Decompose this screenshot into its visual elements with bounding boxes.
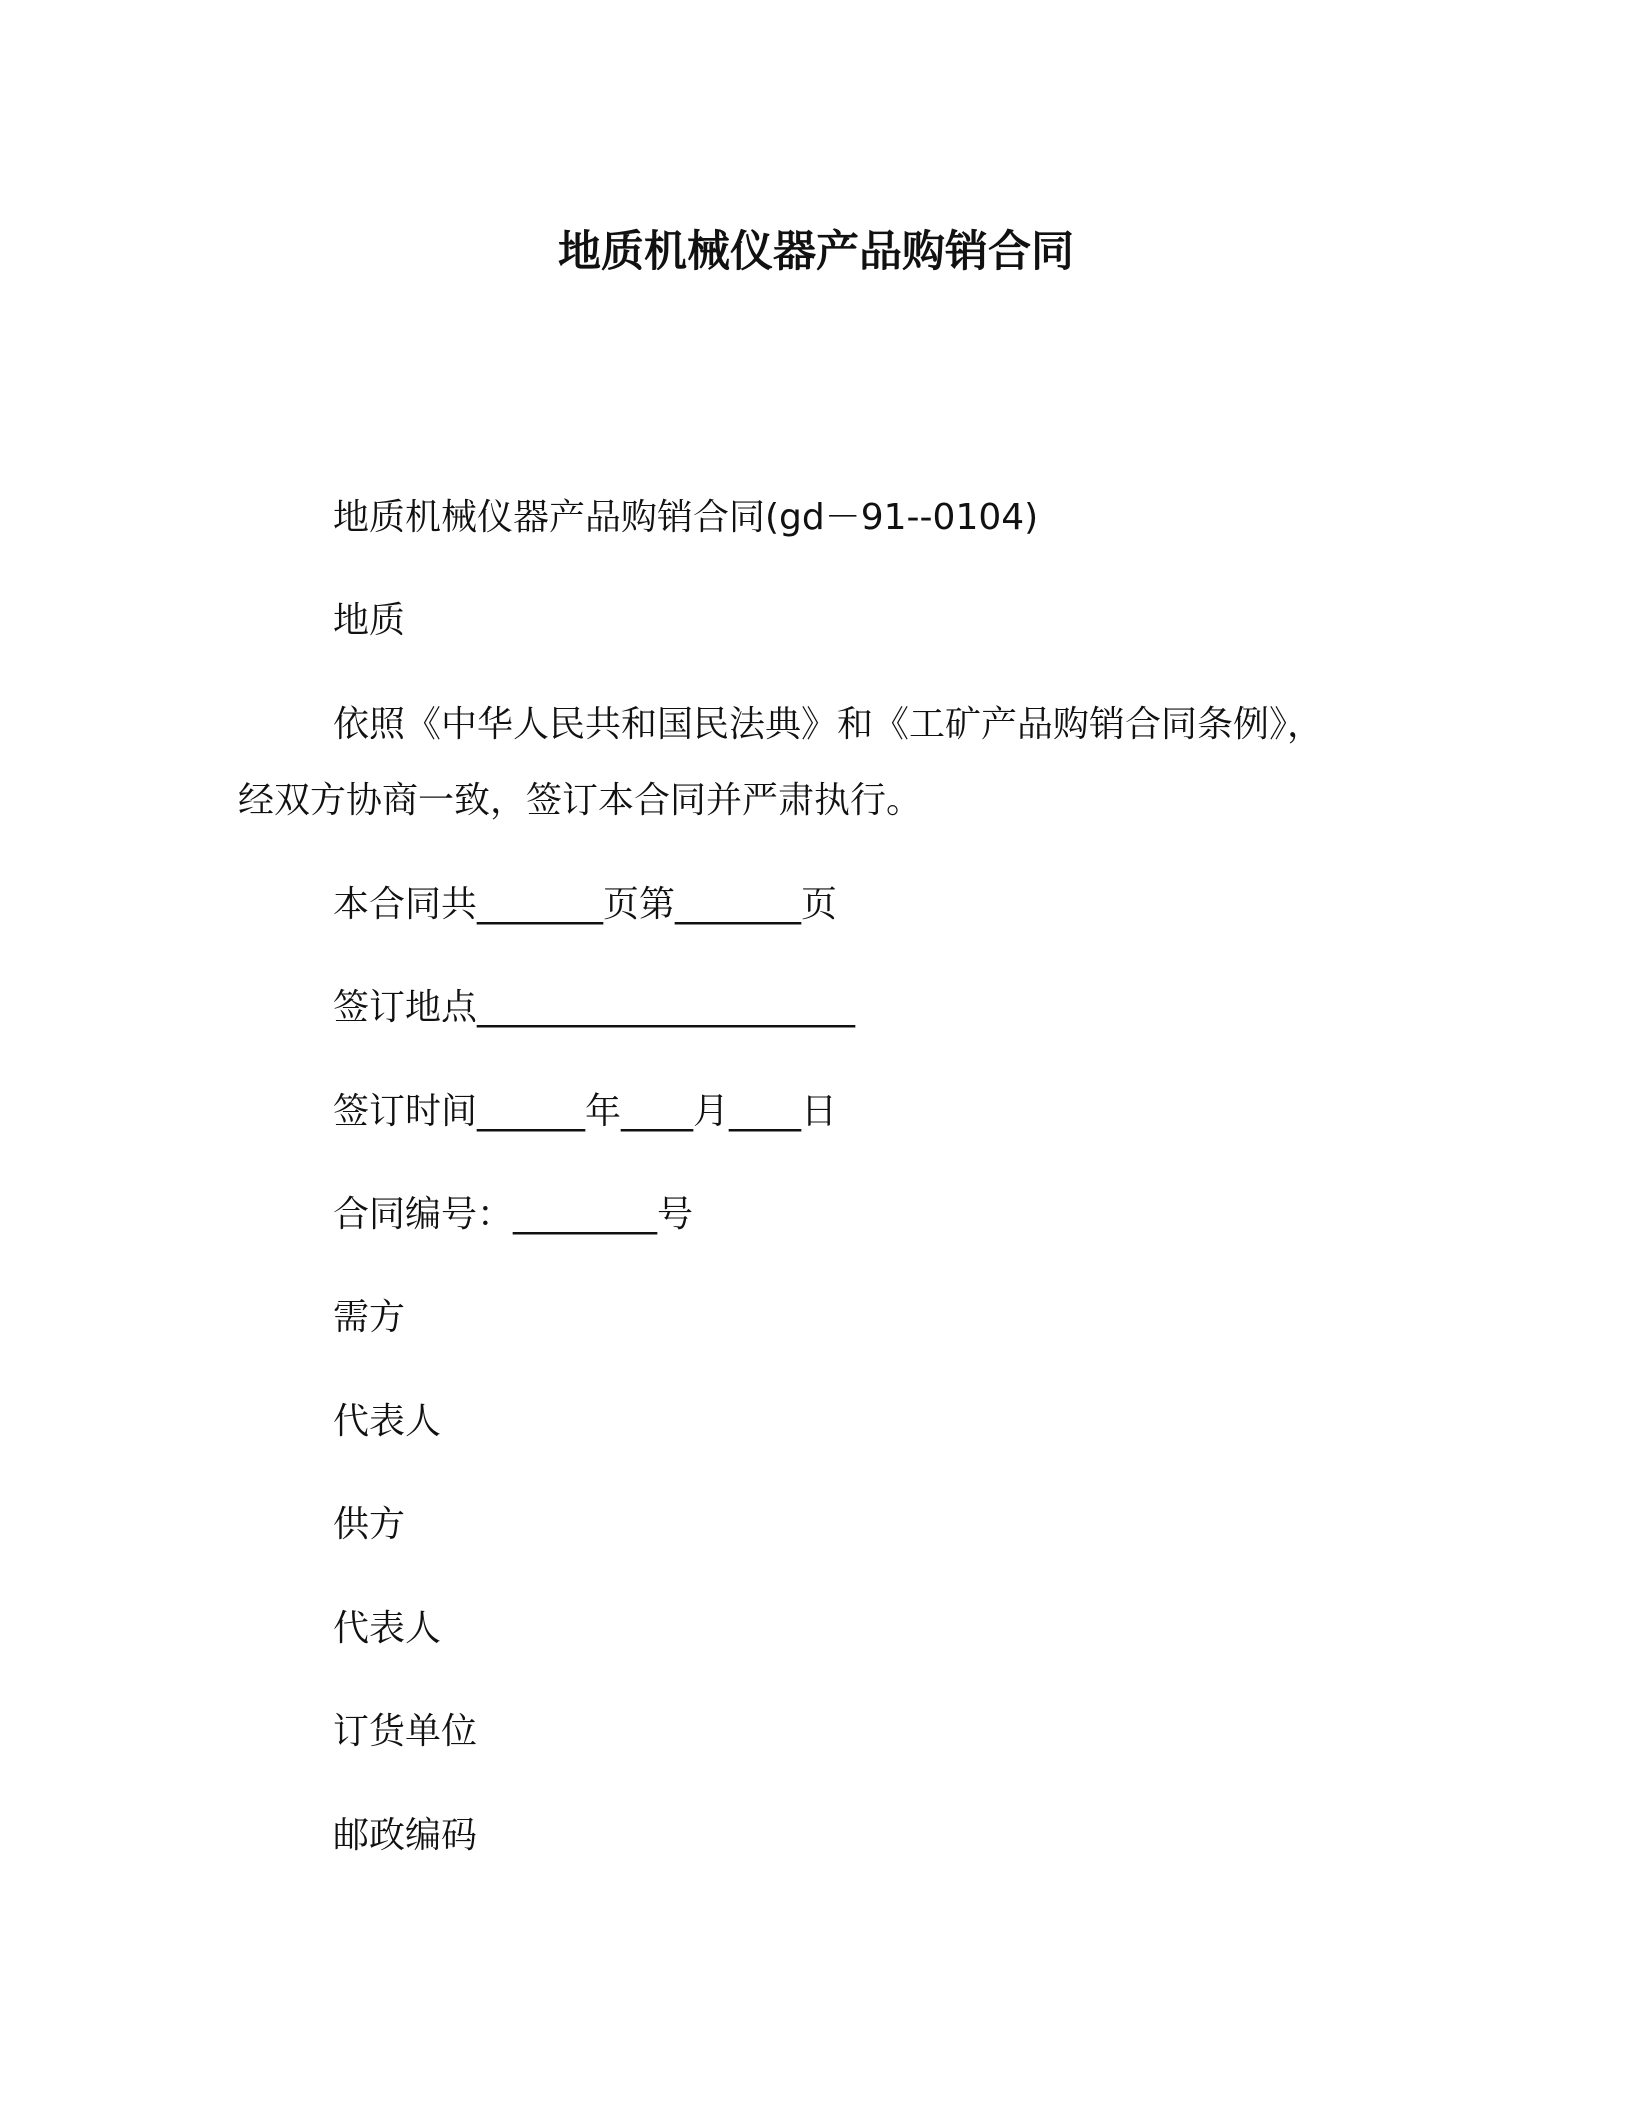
contract-category: 地质: [333, 600, 406, 641]
contract-subtitle: 地质机械仪器产品购销合同(gd－91--0104): [333, 497, 1039, 538]
signing-date-line: 签订时间______年____月____日: [333, 1091, 838, 1132]
contract-number-line: 合同编号：________号: [333, 1194, 694, 1235]
order-unit-label: 订货单位: [333, 1711, 478, 1752]
seller-label: 供方: [333, 1504, 406, 1545]
document-title: 地质机械仪器产品购销合同: [558, 227, 1074, 277]
intro-paragraph-line-2: 经双方协商一致，签订本合同并严肃执行。: [238, 780, 923, 821]
intro-paragraph-line-1: 依照《中华人民共和国民法典》和《工矿产品购销合同条例》，: [333, 704, 1324, 745]
pages-line: 本合同共_______页第_______页: [333, 884, 838, 925]
seller-representative-label: 代表人: [333, 1608, 442, 1649]
signing-place-line: 签订地点_____________________: [333, 987, 856, 1028]
buyer-representative-label: 代表人: [333, 1401, 442, 1442]
buyer-label: 需方: [333, 1297, 406, 1338]
postcode-label: 邮政编码: [333, 1815, 478, 1856]
